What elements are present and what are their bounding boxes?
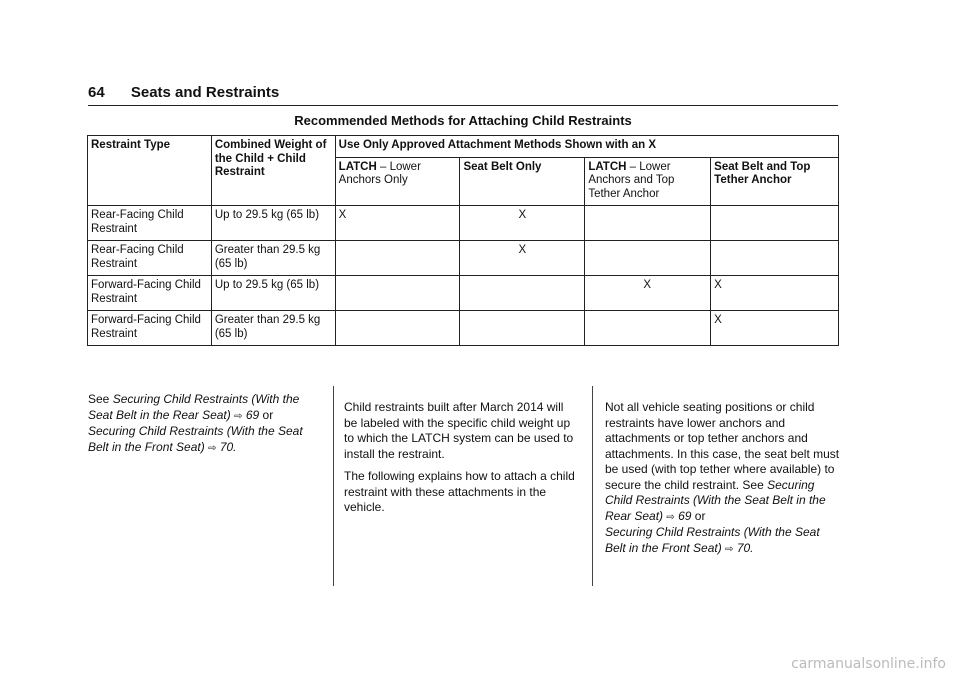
latch-label: LATCH	[338, 160, 377, 173]
latch-lower-text: – Lower Anchors Only	[338, 160, 421, 186]
child-restraint-methods-table	[87, 135, 839, 346]
column-divider	[333, 386, 334, 586]
latch-label-paragraph: Child restraints built after March 2014 will be labeled with the specific child weight up to which the LATCH system can be used to install the restraint.	[344, 400, 574, 461]
column-1-text	[88, 392, 318, 463]
header-latch-top-tether	[585, 157, 711, 206]
table-header-row	[88, 136, 839, 158]
latch-label: LATCH	[588, 160, 627, 173]
watermark: carmanualsonline.info	[791, 656, 946, 672]
seat-belt-cell	[460, 276, 585, 311]
latch-tether-cell	[585, 311, 711, 346]
weight-cell: Greater than 29.5 kg (65 lb)	[211, 241, 335, 276]
seat-belt-note-paragraph	[605, 400, 840, 557]
belt-tether-cell: X	[711, 276, 839, 311]
page-number: 64	[88, 84, 105, 101]
latch-tether-cell	[585, 241, 711, 276]
weight-cell: Up to 29.5 kg (65 lb)	[211, 206, 335, 241]
latch-lower-cell	[335, 241, 460, 276]
page-ref-70[interactable]: 70.	[736, 540, 754, 555]
page-reference-arrow-icon: ⇨	[666, 511, 675, 523]
latch-lower-cell: X	[335, 206, 460, 241]
attach-explanation-paragraph: The following explains how to attach a child restraint with these attachments in the vehicle.	[344, 469, 575, 514]
seat-belt-note-text: Not all vehicle seating positions or child restraints have lower anchors and attachments or top tether anchors and attachments. In this case, the seat belt must be used (with top tether where available) to secure the child restraint. See	[605, 400, 840, 492]
section-title: Seats and Restraints	[130, 84, 280, 101]
table-title: Recommended Methods for Attaching Child Restraints	[294, 113, 632, 128]
latch-lower-cell	[335, 311, 460, 346]
or-label: or	[259, 407, 274, 422]
rear-seat-link[interactable]: Securing Child Restraints (With the Seat Belt in the Rear Seat)	[605, 477, 826, 523]
header-seat-belt-only: Seat Belt Only	[460, 157, 585, 206]
page-header	[88, 84, 838, 106]
weight-cell: Up to 29.5 kg (65 lb)	[211, 276, 335, 311]
page-reference-arrow-icon: ⇨	[725, 543, 734, 555]
rear-seat-link[interactable]: Securing Child Restraints (With the Seat Belt in the Rear Seat)	[88, 392, 300, 422]
see-label: See	[88, 392, 113, 406]
page-ref-69[interactable]: 69	[245, 407, 260, 422]
latch-tether-text: – Lower Anchors and Top Tether Anchor	[588, 160, 675, 200]
restraint-type-cell: Forward-Facing Child Restraint	[88, 276, 212, 311]
see-reference-paragraph	[88, 392, 318, 456]
column-3-text	[605, 400, 840, 564]
belt-tether-cell	[711, 206, 839, 241]
header-seat-belt-top-tether: Seat Belt and Top Tether Anchor	[711, 157, 839, 206]
belt-tether-cell: X	[711, 311, 839, 346]
table-row	[88, 241, 839, 276]
latch-lower-cell	[335, 276, 460, 311]
or-label: or	[691, 508, 706, 523]
page-reference-arrow-icon: ⇨	[234, 410, 243, 422]
column-divider	[592, 386, 593, 586]
front-seat-link[interactable]: Securing Child Restraints (With the Seat Belt in the Front Seat)	[88, 424, 303, 454]
header-latch-lower-anchors	[335, 157, 460, 206]
latch-tether-cell: X	[585, 276, 711, 311]
restraint-type-cell: Forward-Facing Child Restraint	[88, 311, 212, 346]
table-row	[88, 276, 839, 311]
header-combined-weight: Combined Weight of the Child + Child Restraint	[211, 136, 335, 206]
seat-belt-cell: X	[460, 206, 585, 241]
front-seat-link[interactable]: Securing Child Restraints (With the Seat Belt in the Front Seat)	[605, 525, 820, 555]
latch-tether-cell	[585, 206, 711, 241]
page-ref-70[interactable]: 70.	[219, 439, 237, 454]
header-approved-methods: Use Only Approved Attachment Methods Shown with an X	[335, 136, 838, 158]
weight-cell: Greater than 29.5 kg (65 lb)	[211, 311, 335, 346]
seat-belt-cell: X	[460, 241, 585, 276]
restraint-type-cell: Rear-Facing Child Restraint	[88, 241, 212, 276]
page-reference-arrow-icon: ⇨	[208, 442, 217, 454]
page-ref-69[interactable]: 69	[678, 508, 692, 523]
seat-belt-cell	[460, 311, 585, 346]
restraint-type-cell: Rear-Facing Child Restraint	[88, 206, 212, 241]
column-2-text	[344, 400, 580, 523]
belt-tether-cell	[711, 241, 839, 276]
header-restraint-type: Restraint Type	[88, 136, 212, 206]
table-row	[88, 311, 839, 346]
table-row	[88, 206, 839, 241]
